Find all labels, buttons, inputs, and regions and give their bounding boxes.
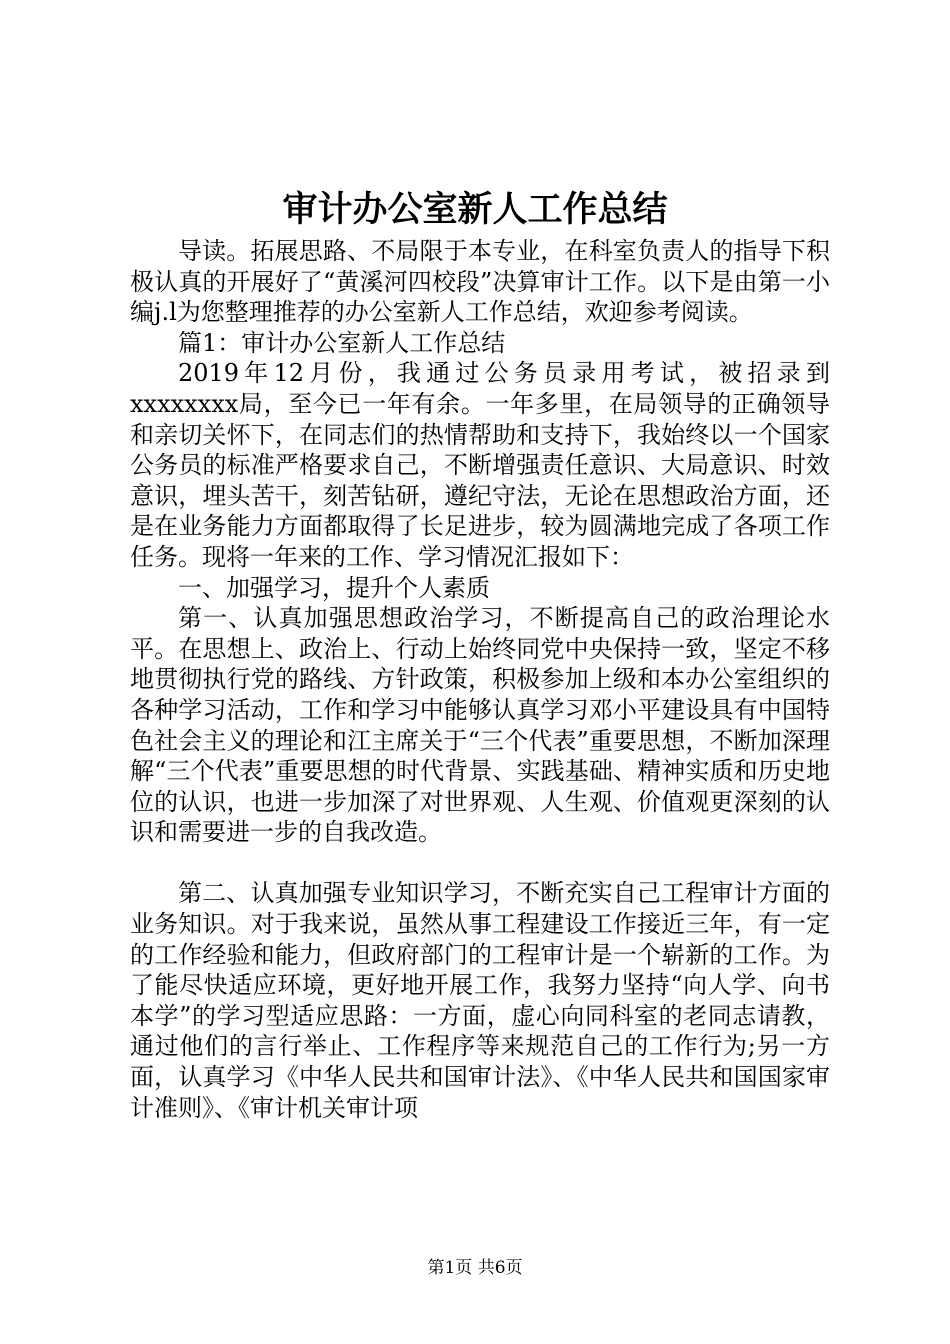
body-paragraph-2: 第一、认真加强思想政治学习，不断提高自己的政治理论水平。在思想上、政治上、行动上始终同党中央保持一致，坚定不移地贯彻执行党的路线、方针政策，积极参加上级和本办公室组织的各种学习活动，工作和学习中能够认真学习邓小平建设具有中国特色社会主义的理论和江主席关于“三个代表”重要思想，不断加深理解“三个代表”重要思想的时代背景、实践基础、精神实质和历史地位的认识，也进一步加深了对世界观、人生观、价值观更深刻的认识和需要进一步的自我改造。 bbox=[130, 604, 830, 847]
intro-paragraph: 导读。拓展思路、不局限于本专业，在科室负责人的指导下积极认真的开展好了“黄溪河四校段”决算审计工作。以下是由第一小编j.l为您整理推荐的办公室新人工作总结，欢迎参考阅读。 bbox=[130, 237, 830, 327]
section-heading-part1: 篇1：审计办公室新人工作总结 bbox=[178, 328, 506, 357]
document-title: 审计办公室新人工作总结 bbox=[282, 189, 668, 230]
document-body bbox=[130, 236, 830, 1123]
body-paragraph-1: 2019年12月份，我通过公务员录用考试，被招录到xxxxxxxx局，至今已一年有余。一年多里，在局领导的正确领导和亲切关怀下，在同志们的热情帮助和支持下，我始终以一个国家公务员的标准严格要求自己，不断增强责任意识、大局意识、时效意识，埋头苦干，刻苦钻研，遵纪守法，无论在思想政治方面，还是在业务能力方面都取得了长足进步，较为圆满地完成了各项工作任务。现将一年来的工作、学习情况汇报如下： bbox=[130, 359, 830, 571]
section-heading-1: 一、加强学习，提升个人素质 bbox=[178, 573, 490, 602]
page-footer: 第1页 共6页 bbox=[427, 1258, 523, 1278]
body-paragraph-3: 第二、认真加强专业知识学习，不断充实自己工程审计方面的业务知识。对于我来说，虽然从事工程建设工作接近三年，有一定的工作经验和能力，但政府部门的工程审计是一个崭新的工作。为了能尽快适应环境，更好地开展工作，我努力坚持“向人学、向书本学”的学习型适应思路：一方面，虚心向同科室的老同志请教，通过他们的言行举止、工作程序等来规范自己的工作行为;另一方面，认真学习《中华人民共和国审计法》、《中华人民共和国国家审计准则》、《审计机关审计项 bbox=[130, 879, 830, 1122]
